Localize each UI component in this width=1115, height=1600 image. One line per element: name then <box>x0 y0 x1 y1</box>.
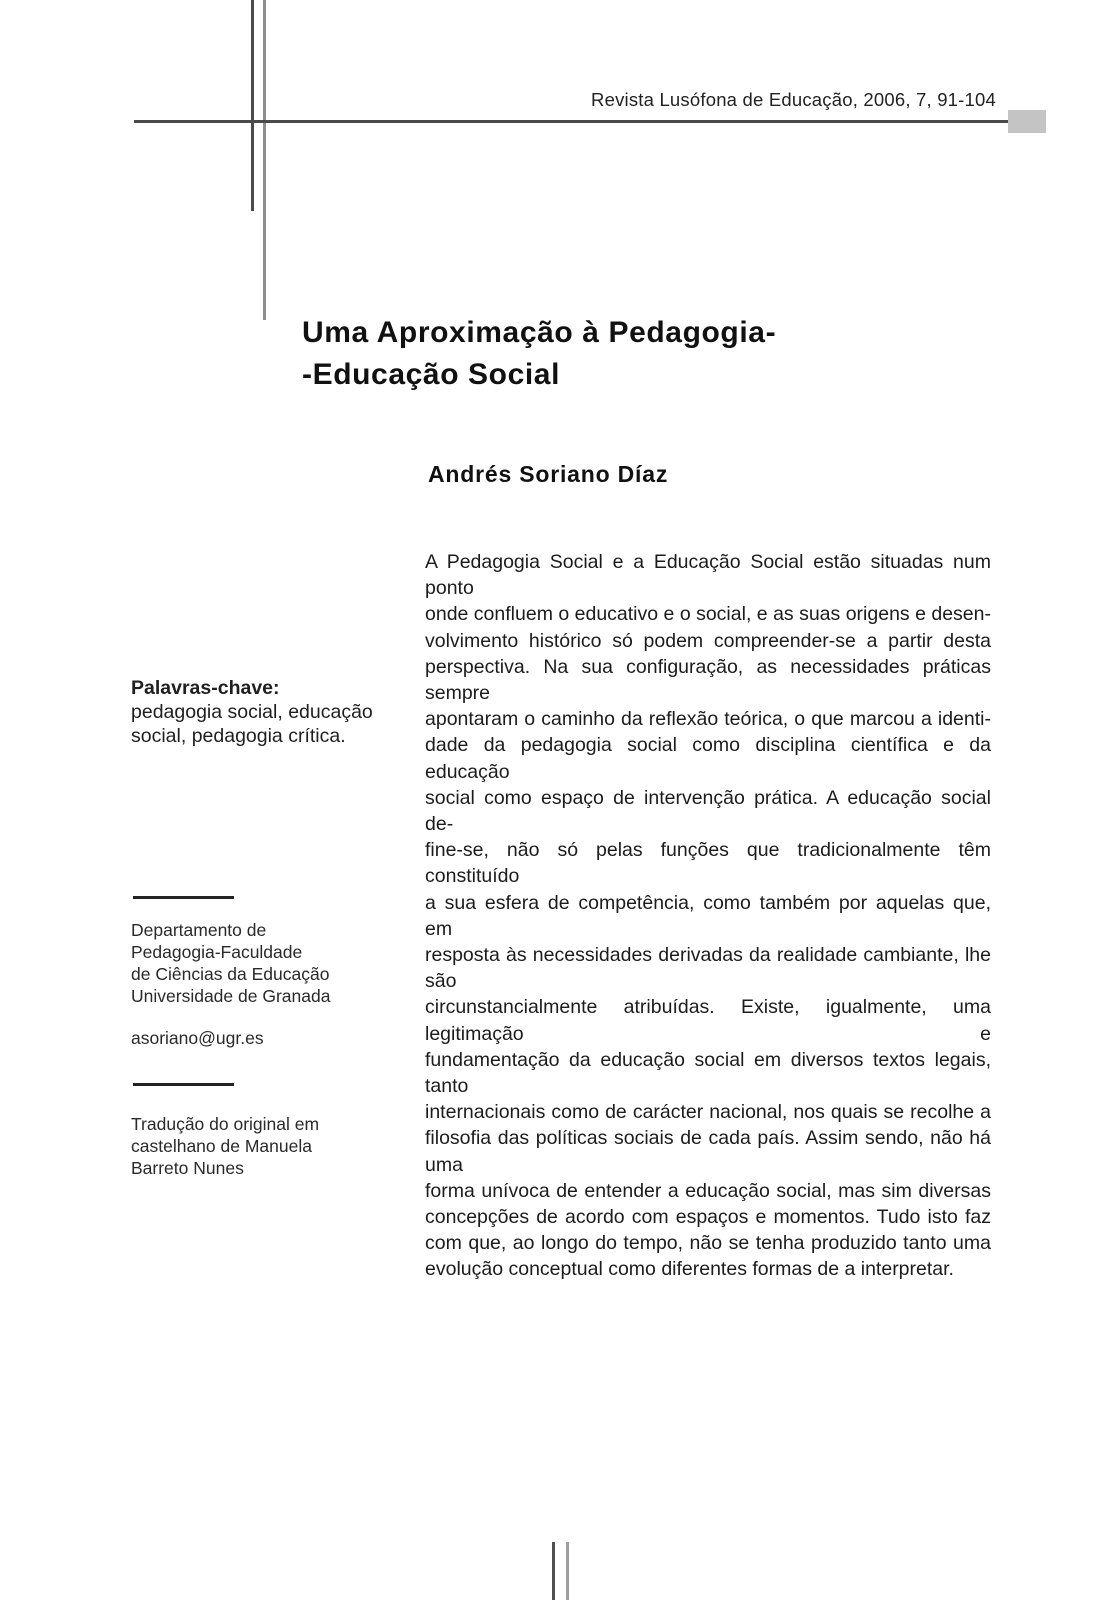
abstract-line: evolução conceptual como diferentes formas de a interpretar. <box>425 1258 954 1281</box>
article-title <box>302 312 1002 396</box>
ornament-vertical-line-dark-top <box>251 0 254 211</box>
keywords-label: Palavras-chave: <box>131 677 280 699</box>
abstract-line: internacionais como de carácter nacional, nos quais se recolhe a <box>425 1101 991 1124</box>
abstract-line: A Pedagogia Social e a Educação Social estão situadas num ponto <box>425 551 991 600</box>
affiliation-line: Departamento de <box>131 920 267 940</box>
abstract-line: volvimento histórico só podem compreender-se a partir desta <box>425 629 991 652</box>
abstract-line: filosofia das políticas sociais de cada país. Assim sendo, não há uma <box>425 1127 991 1176</box>
journal-citation: Revista Lusófona de Educação, 2006, 7, 91-104 <box>591 89 996 110</box>
abstract-line: dade da pedagogia social como disciplina científica e da educação <box>425 734 991 783</box>
author-email: asoriano@ugr.es <box>131 1028 264 1048</box>
abstract-line: a sua esfera de competência, como também por aquelas que, em <box>425 891 991 940</box>
affiliation-line: de Ciências da Educação <box>131 964 330 984</box>
abstract-line: forma unívoca de entender a educação social, mas sim diversas <box>425 1179 991 1202</box>
abstract-line: resposta às necessidades derivadas da realidade cambiante, lhe são <box>425 944 991 993</box>
author-affiliation <box>131 919 381 1007</box>
ornament-vertical-line-light-bottom <box>566 1542 569 1600</box>
ornament-vertical-line-dark-bottom <box>552 1542 555 1600</box>
ornament-vertical-line-light-top <box>263 0 266 320</box>
sidebar-separator-rule-2 <box>133 1083 234 1086</box>
article-title-line2: -Educação Social <box>302 358 561 391</box>
translation-note <box>131 1113 381 1179</box>
abstract-paragraph <box>425 549 991 1283</box>
header-rule <box>134 120 1008 123</box>
keywords-section <box>131 676 381 748</box>
abstract-line: apontaram o caminho da reflexão teórica, o que marcou a identi- <box>425 708 991 731</box>
abstract-line: onde confluem o educativo e o social, e as suas origens e desen- <box>425 603 991 626</box>
article-title-line1: Uma Aproximação à Pedagogia- <box>302 316 777 349</box>
affiliation-line: Pedagogia-Faculdade <box>131 942 303 962</box>
keywords-line: social, pedagogia crítica. <box>131 725 346 747</box>
abstract-line: concepções de acordo com espaços e momentos. Tudo isto faz <box>425 1206 991 1229</box>
abstract-line: fine-se, não só pelas funções que tradicionalmente têm constituído <box>425 839 991 888</box>
author-name: Andrés Soriano Díaz <box>428 461 669 487</box>
affiliation-line: Universidade de Granada <box>131 986 331 1006</box>
abstract-line: fundamentação da educação social em diversos textos legais, tanto <box>425 1048 991 1098</box>
translation-note-line: Tradução do original em <box>131 1114 320 1134</box>
abstract-line: social como espaço de intervenção prática. A educação social de- <box>425 786 991 836</box>
abstract-line: circunstancialmente atribuídas. Existe, igualmente, uma legitimação e <box>425 996 991 1045</box>
translation-note-line: castelhano de Manuela <box>131 1136 312 1156</box>
translation-note-line: Barreto Nunes <box>131 1158 244 1178</box>
keywords-line: pedagogia social, educação <box>131 701 373 723</box>
header-accent-block <box>1008 110 1046 133</box>
abstract-line: com que, ao longo do tempo, não se tenha produzido tanto uma <box>425 1232 991 1255</box>
sidebar-separator-rule-1 <box>133 896 234 899</box>
abstract-line: perspectiva. Na sua configuração, as necessidades práticas sempre <box>425 655 991 705</box>
